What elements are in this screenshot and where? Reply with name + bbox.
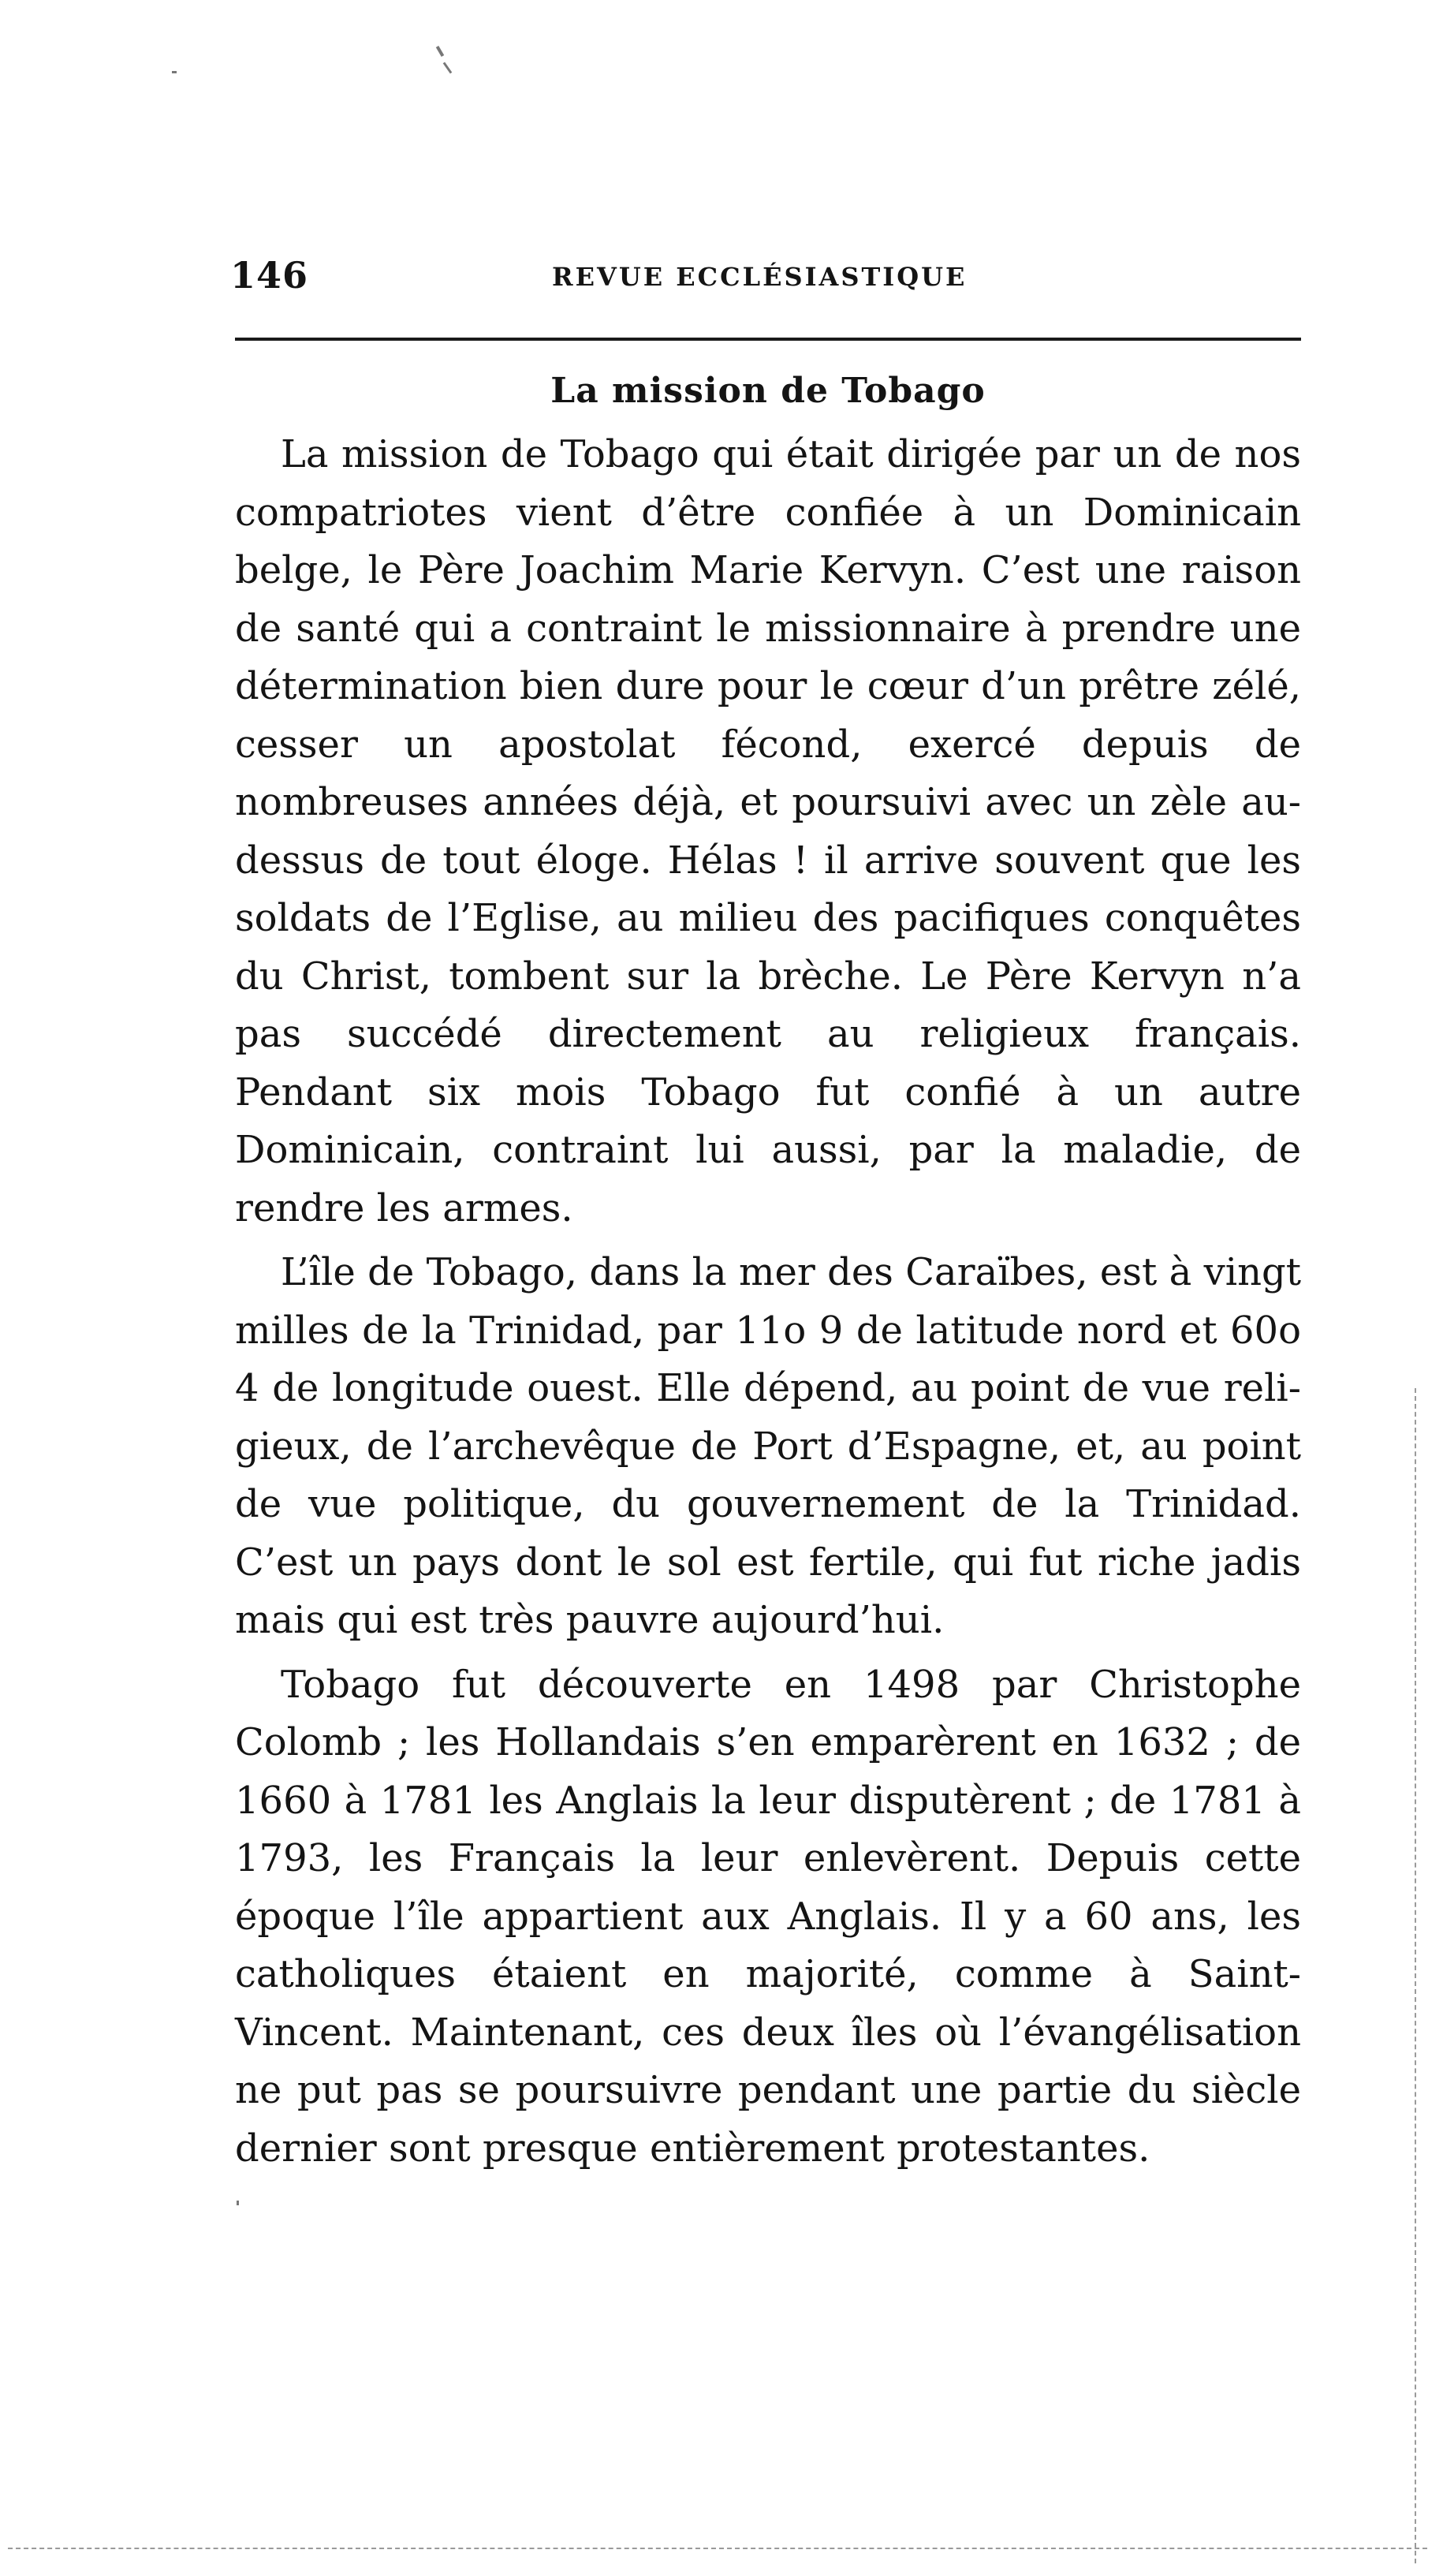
header-rule (235, 338, 1301, 341)
paragraph-3: Tobago fut découverte en 1498 par Christophe Colomb ; les Hollandais s’en emparèrent en 1632 ; de 1660 à 1781 les Anglais la leur disputèrent ; de 1781 à 1793, les Français la leur enlevèrent. Depuis cette époque l’île appartient aux Anglais. Il y a 60 ans, les catholiques étaient en majorité, comme à Saint-Vincent. Maintenant, ces deux îles où l’évangélisation ne put pas se poursuivre pendant une partie du siècle dernier sont presque entièrement protestantes. (235, 1662, 1301, 2171)
article-body (235, 426, 1301, 2184)
scan-speck (436, 46, 444, 57)
running-title: REVUE ECCLÉSIASTIQUE (552, 262, 968, 292)
scan-speck (172, 71, 177, 73)
section-title: La mission de Tobago (550, 371, 986, 411)
scan-speck (237, 2201, 239, 2205)
paragraph-2: L’île de Tobago, dans la mer des Caraïbes, est à vingt milles de la Trinidad, par 11o 9 de latitude nord et 60o 4 de longitude ouest. Elle dépend, au point de vue religieux, de l’archevêque de Port d’Espagne, et, au point de vue politique, du gouvernement de la Trinidad. C’est un pays dont le sol est fertile, qui fut riche jadis mais qui est très pauvre aujourd’hui. (235, 1250, 1301, 1642)
scan-speck (443, 62, 453, 74)
paragraph-1: La mission de Tobago qui était dirigée par un de nos compatriotes vient d’être confiée à un Dominicain belge, le Père Joachim Marie Kervyn. C’est une raison de santé qui a contraint le missionnaire à prendre une détermination bien dure pour le cœur d’un prêtre zélé, cesser un apostolat fécond, exercé depuis de nombreuses années déjà, et poursuivi avec un zèle au-dessus de tout éloge. Hélas ! il arrive souvent que les soldats de l’Eglise, au milieu des pacifiques conquêtes du Christ, tombent sur la brèche. Le Père Kervyn n’a pas succédé directement au religieux français. Pendant six mois Tobago fut confié à un autre Dominicain, contraint lui aussi, par la maladie, de rendre les armes. (235, 432, 1301, 1230)
scan-edge-line (1415, 1388, 1416, 2563)
scan-bottom-line (8, 2548, 1427, 2549)
page-number: 146 (230, 254, 309, 297)
